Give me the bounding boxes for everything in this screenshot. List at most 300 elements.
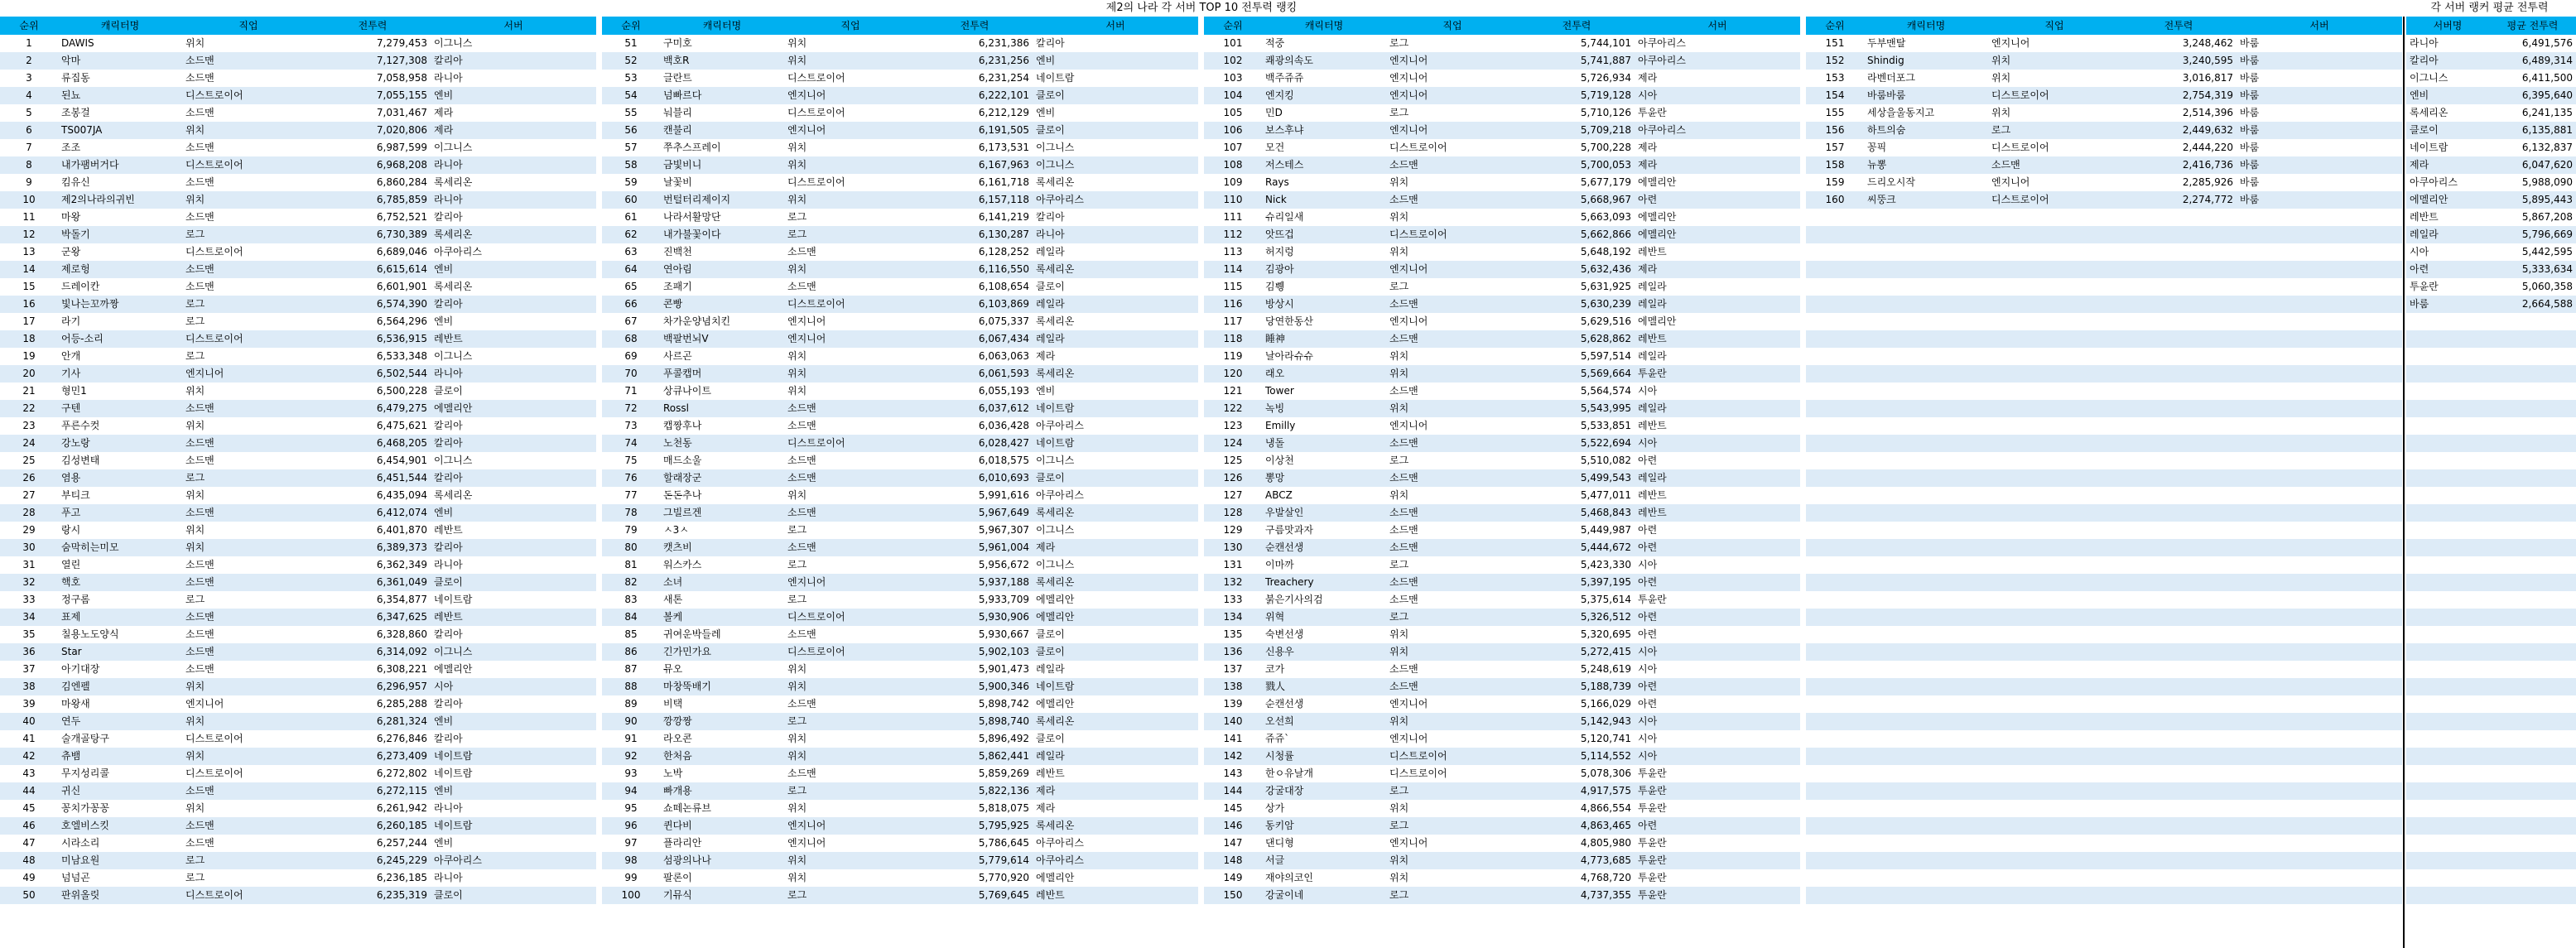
- cell-server: [2237, 591, 2402, 609]
- cell-server: [2237, 226, 2402, 243]
- cell-avg: [2489, 417, 2576, 435]
- cell-name: 캔불리: [660, 122, 784, 139]
- cell-job: 위치: [182, 713, 315, 730]
- table-row: [2406, 400, 2576, 417]
- table-row: [2406, 122, 2576, 139]
- cell-power: 5,423,330: [1519, 556, 1635, 574]
- cell-server: 아련: [1635, 574, 1800, 591]
- table-row: [602, 713, 1198, 730]
- cell-power: 5,967,649: [917, 504, 1033, 522]
- cell-server: 시아: [1635, 435, 1800, 452]
- cell-job: 위치: [182, 417, 315, 435]
- cell-job: [1988, 869, 2121, 887]
- cell-server: [2237, 522, 2402, 539]
- cell-job: 위치: [784, 661, 917, 678]
- cell-power: 5,166,029: [1519, 695, 1635, 713]
- cell-name: 글란트: [660, 70, 784, 87]
- cell-power: 5,631,925: [1519, 278, 1635, 296]
- table-row: [0, 591, 596, 609]
- table-row: [0, 765, 596, 782]
- header-row: [2406, 17, 2576, 35]
- cell-job: 로그: [1386, 278, 1519, 296]
- cell-name: 당연한동산: [1262, 313, 1386, 330]
- header-rank: 순위: [1806, 17, 1864, 35]
- cell-power: 6,222,101: [917, 87, 1033, 104]
- cell-job: 디스트로이어: [182, 330, 315, 348]
- table-row: [0, 678, 596, 695]
- table-row: [0, 800, 596, 817]
- cell-job: [1988, 400, 2121, 417]
- cell-power: 7,127,308: [315, 52, 431, 70]
- cell-job: 소드맨: [182, 504, 315, 522]
- table-row: [1806, 313, 2402, 330]
- cell-name: 뉴뽕: [1864, 156, 1988, 174]
- table-row: [602, 191, 1198, 209]
- cell-name: 진백천: [660, 243, 784, 261]
- cell-job: 디스트로이어: [182, 730, 315, 748]
- cell-job: 소드맨: [1386, 591, 1519, 609]
- cell-name: 시라소리: [58, 835, 182, 852]
- table-row: [602, 504, 1198, 522]
- cell-avg: [2489, 574, 2576, 591]
- cell-power: 5,862,441: [917, 748, 1033, 765]
- cell-server: 라니아: [431, 365, 596, 383]
- cell-job: [1988, 296, 2121, 313]
- cell-rank: 147: [1204, 835, 1262, 852]
- cell-name: 판위올릿: [58, 887, 182, 904]
- cell-job: 위치: [784, 139, 917, 156]
- cell-server: 네이트람: [431, 748, 596, 765]
- cell-power: [2121, 730, 2237, 748]
- table-row: [2406, 52, 2576, 70]
- header-power: 전투력: [917, 17, 1033, 35]
- cell-server: [2237, 400, 2402, 417]
- cell-power: [2121, 261, 2237, 278]
- cell-server: [2406, 591, 2489, 609]
- cell-server: 엔비: [1033, 104, 1198, 122]
- cell-server: 칼리아: [431, 539, 596, 556]
- cell-power: 3,016,817: [2121, 70, 2237, 87]
- cell-server: 아쿠아리스: [431, 243, 596, 261]
- table-row: [1204, 817, 1800, 835]
- cell-avg: [2489, 330, 2576, 348]
- cell-avg: 5,442,595: [2489, 243, 2576, 261]
- table-row: [2406, 782, 2576, 800]
- cell-power: 6,468,205: [315, 435, 431, 452]
- table-row: [1204, 869, 1800, 887]
- cell-power: 6,347,625: [315, 609, 431, 626]
- cell-name: 악마: [58, 52, 182, 70]
- table-row: [0, 835, 596, 852]
- cell-rank: 56: [602, 122, 660, 139]
- cell-rank: [1806, 713, 1864, 730]
- cell-server: [2237, 504, 2402, 522]
- cell-server: [2237, 800, 2402, 817]
- cell-server: 칼리아: [431, 435, 596, 452]
- cell-rank: 12: [0, 226, 58, 243]
- cell-name: 귀신: [58, 782, 182, 800]
- cell-power: 5,632,436: [1519, 261, 1635, 278]
- cell-name: 노천동: [660, 435, 784, 452]
- table-row: [1204, 70, 1800, 87]
- cell-rank: 88: [602, 678, 660, 695]
- cell-job: [1988, 748, 2121, 765]
- cell-server: 네이트람: [431, 765, 596, 782]
- cell-server: 록세리온: [2406, 104, 2489, 122]
- cell-server: [2237, 556, 2402, 574]
- cell-job: 엔지니어: [1386, 70, 1519, 87]
- table-row: [0, 209, 596, 226]
- cell-name: 앗뜨겁: [1262, 226, 1386, 243]
- cell-rank: 83: [602, 591, 660, 609]
- cell-rank: [1806, 209, 1864, 226]
- cell-power: [2121, 417, 2237, 435]
- cell-power: 5,779,614: [917, 852, 1033, 869]
- table-row: [1806, 174, 2402, 191]
- cell-rank: 16: [0, 296, 58, 313]
- cell-name: 한ㅇ유날개: [1262, 765, 1386, 782]
- cell-rank: 64: [602, 261, 660, 278]
- cell-job: 로그: [1386, 782, 1519, 800]
- table-row: [2406, 174, 2576, 191]
- cell-rank: 105: [1204, 104, 1262, 122]
- cell-rank: 54: [602, 87, 660, 104]
- cell-rank: 142: [1204, 748, 1262, 765]
- table-row: [1806, 661, 2402, 678]
- table-row: [1806, 835, 2402, 852]
- cell-job: 소드맨: [182, 139, 315, 156]
- cell-server: [2406, 661, 2489, 678]
- table-row: [2406, 417, 2576, 435]
- cell-job: 소드맨: [1386, 435, 1519, 452]
- cell-power: 6,116,550: [917, 261, 1033, 278]
- cell-power: [2121, 313, 2237, 330]
- cell-job: 위치: [784, 800, 917, 817]
- table-row: [602, 887, 1198, 904]
- cell-job: 위치: [1386, 643, 1519, 661]
- cell-rank: 44: [0, 782, 58, 800]
- cell-server: [2237, 748, 2402, 765]
- cell-name: [1864, 574, 1988, 591]
- column-divider: [2403, 17, 2405, 948]
- cell-rank: 10: [0, 191, 58, 209]
- cell-name: 제로헝: [58, 261, 182, 278]
- cell-rank: 67: [602, 313, 660, 330]
- table-row: [0, 313, 596, 330]
- cell-rank: [1806, 869, 1864, 887]
- cell-power: 5,468,843: [1519, 504, 1635, 522]
- cell-name: 순캔선생: [1262, 695, 1386, 713]
- cell-name: 이상천: [1262, 452, 1386, 469]
- table-row: [1806, 574, 2402, 591]
- cell-job: 소드맨: [784, 626, 917, 643]
- cell-server: [2237, 643, 2402, 661]
- table-row: [0, 35, 596, 52]
- table-row: [1806, 209, 2402, 226]
- cell-name: 깡깡짱: [660, 713, 784, 730]
- cell-power: 5,663,093: [1519, 209, 1635, 226]
- cell-name: 저스테스: [1262, 156, 1386, 174]
- cell-rank: [1806, 417, 1864, 435]
- cell-avg: [2489, 504, 2576, 522]
- table-row: [0, 643, 596, 661]
- cell-name: 할래장군: [660, 469, 784, 487]
- cell-rank: [1806, 661, 1864, 678]
- cell-name: 세상을울동지고: [1864, 104, 1988, 122]
- cell-power: 6,231,254: [917, 70, 1033, 87]
- cell-job: 위치: [1386, 487, 1519, 504]
- cell-name: [1864, 556, 1988, 574]
- cell-power: 6,261,942: [315, 800, 431, 817]
- cell-server: 시아: [1635, 556, 1800, 574]
- cell-job: 엔지니어: [1386, 87, 1519, 104]
- table-row: [0, 695, 596, 713]
- cell-server: 클로이: [431, 574, 596, 591]
- cell-name: 김광아: [1262, 261, 1386, 278]
- cell-server: 클로이: [431, 887, 596, 904]
- cell-job: 소드맨: [784, 469, 917, 487]
- cell-server: 바룸: [2237, 52, 2402, 70]
- cell-server: [2406, 695, 2489, 713]
- table-row: [1204, 296, 1800, 313]
- table-row: [2406, 835, 2576, 852]
- cell-server: [2406, 556, 2489, 574]
- cell-rank: [1806, 887, 1864, 904]
- table-row: [1806, 35, 2402, 52]
- cell-server: 레반트: [431, 522, 596, 539]
- table-row: [602, 435, 1198, 452]
- cell-job: 소드맨: [182, 835, 315, 852]
- cell-name: [1864, 817, 1988, 835]
- table-row: [2406, 278, 2576, 296]
- cell-server: 록세리온: [1033, 817, 1198, 835]
- cell-name: 보스후냐: [1262, 122, 1386, 139]
- cell-name: 내가팸버거다: [58, 156, 182, 174]
- cell-name: 군왕: [58, 243, 182, 261]
- table-row: [602, 591, 1198, 609]
- cell-job: [1988, 730, 2121, 748]
- cell-name: 표제: [58, 609, 182, 626]
- cell-job: 디스트로이어: [1386, 226, 1519, 243]
- cell-server: [2406, 730, 2489, 748]
- cell-job: 엔지니어: [1386, 52, 1519, 70]
- cell-job: 위치: [1386, 243, 1519, 261]
- table-row: [602, 417, 1198, 435]
- cell-job: 엔지니어: [1386, 730, 1519, 748]
- cell-job: [1988, 713, 2121, 730]
- cell-rank: 139: [1204, 695, 1262, 713]
- cell-server: 네이트람: [1033, 435, 1198, 452]
- cell-server: 라니아: [431, 869, 596, 887]
- cell-rank: 9: [0, 174, 58, 191]
- table-row: [602, 574, 1198, 591]
- table-row: [602, 522, 1198, 539]
- cell-job: [1988, 678, 2121, 695]
- cell-power: 6,018,575: [917, 452, 1033, 469]
- cell-power: [2121, 765, 2237, 782]
- cell-power: 5,961,004: [917, 539, 1033, 556]
- cell-power: 5,902,103: [917, 643, 1033, 661]
- cell-rank: 137: [1204, 661, 1262, 678]
- cell-server: [2406, 522, 2489, 539]
- cell-server: 클로이: [1033, 730, 1198, 748]
- cell-power: 6,314,092: [315, 643, 431, 661]
- cell-rank: [1806, 835, 1864, 852]
- cell-server: 투윤란: [1635, 765, 1800, 782]
- cell-rank: [1806, 435, 1864, 452]
- cell-server: [2406, 765, 2489, 782]
- table-row: [0, 156, 596, 174]
- cell-job: 디스트로이어: [1988, 87, 2121, 104]
- cell-power: 6,128,252: [917, 243, 1033, 261]
- cell-rank: 123: [1204, 417, 1262, 435]
- cell-job: 로그: [182, 348, 315, 365]
- cell-server: 아쿠아리스: [1635, 122, 1800, 139]
- table-row: [1806, 156, 2402, 174]
- cell-name: 부티크: [58, 487, 182, 504]
- cell-rank: [1806, 765, 1864, 782]
- table-row: [2406, 678, 2576, 695]
- cell-server: [2406, 574, 2489, 591]
- cell-power: 2,274,772: [2121, 191, 2237, 209]
- cell-rank: 11: [0, 209, 58, 226]
- cell-server: 투윤란: [1635, 782, 1800, 800]
- cell-power: [2121, 591, 2237, 609]
- cell-server: 라니아: [1033, 226, 1198, 243]
- cell-name: 이마까: [1262, 556, 1386, 574]
- cell-job: 소드맨: [784, 452, 917, 469]
- cell-power: 6,231,256: [917, 52, 1033, 70]
- cell-rank: 49: [0, 869, 58, 887]
- cell-avg: [2489, 609, 2576, 626]
- cell-avg: [2489, 365, 2576, 383]
- cell-name: 조봉걸: [58, 104, 182, 122]
- cell-name: Star: [58, 643, 182, 661]
- cell-server: [2237, 261, 2402, 278]
- table-row: [2406, 296, 2576, 313]
- cell-name: 금빛비니: [660, 156, 784, 174]
- cell-rank: 24: [0, 435, 58, 452]
- cell-rank: [1806, 626, 1864, 643]
- cell-name: 콘빵: [660, 296, 784, 313]
- cell-name: [1864, 626, 1988, 643]
- cell-server: 칼리아: [1033, 35, 1198, 52]
- cell-rank: 46: [0, 817, 58, 835]
- cell-server: 시아: [1635, 87, 1800, 104]
- cell-rank: [1806, 574, 1864, 591]
- cell-server: [2406, 626, 2489, 643]
- cell-rank: 47: [0, 835, 58, 852]
- cell-job: 위치: [1386, 348, 1519, 365]
- cell-rank: 122: [1204, 400, 1262, 417]
- cell-job: 엔지니어: [784, 87, 917, 104]
- cell-rank: 157: [1806, 139, 1864, 156]
- cell-name: 푸고: [58, 504, 182, 522]
- cell-name: 드레이칸: [58, 278, 182, 296]
- cell-rank: 113: [1204, 243, 1262, 261]
- cell-avg: 5,867,208: [2489, 209, 2576, 226]
- cell-avg: 6,395,640: [2489, 87, 2576, 104]
- table-row: [602, 661, 1198, 678]
- table-row: [2406, 765, 2576, 782]
- cell-name: 강굴대장: [1262, 782, 1386, 800]
- cell-rank: 52: [602, 52, 660, 70]
- table-row: [2406, 313, 2576, 330]
- cell-job: [1988, 348, 2121, 365]
- cell-job: 소드맨: [182, 104, 315, 122]
- cell-server: 네이트람: [1033, 678, 1198, 695]
- header-power: 전투력: [315, 17, 431, 35]
- table-row: [2406, 626, 2576, 643]
- cell-power: 2,285,926: [2121, 174, 2237, 191]
- cell-rank: [1806, 383, 1864, 400]
- table-row: [1806, 383, 2402, 400]
- cell-rank: [1806, 852, 1864, 869]
- table-row: [0, 661, 596, 678]
- cell-server: [2237, 330, 2402, 348]
- table-row: [1806, 678, 2402, 695]
- cell-job: 디스트로이어: [784, 643, 917, 661]
- cell-server: 이그니스: [431, 348, 596, 365]
- cell-job: 위치: [1988, 52, 2121, 70]
- cell-job: [1988, 330, 2121, 348]
- cell-server: 아련: [1635, 626, 1800, 643]
- cell-power: 5,710,126: [1519, 104, 1635, 122]
- table-row: [602, 852, 1198, 869]
- cell-rank: 53: [602, 70, 660, 87]
- cell-power: 5,397,195: [1519, 574, 1635, 591]
- cell-name: 나라서활망단: [660, 209, 784, 226]
- cell-rank: [1806, 400, 1864, 417]
- cell-job: 위치: [1386, 713, 1519, 730]
- cell-rank: 41: [0, 730, 58, 748]
- cell-server: 아쿠아리스: [1635, 52, 1800, 70]
- cell-power: [2121, 243, 2237, 261]
- cell-job: 위치: [784, 852, 917, 869]
- cell-power: [2121, 817, 2237, 835]
- cell-name: 연아림: [660, 261, 784, 278]
- cell-job: 엔지니어: [784, 817, 917, 835]
- cell-rank: 26: [0, 469, 58, 487]
- cell-name: [1864, 243, 1988, 261]
- cell-name: 구미호: [660, 35, 784, 52]
- cell-name: 강굴이네: [1262, 887, 1386, 904]
- table-row: [1806, 643, 2402, 661]
- table-row: [602, 87, 1198, 104]
- cell-server: 이그니스: [431, 452, 596, 469]
- cell-job: 소드맨: [784, 504, 917, 522]
- header-name: 캐릭터명: [1262, 17, 1386, 35]
- cell-power: 6,479,275: [315, 400, 431, 417]
- table-row: [2406, 609, 2576, 626]
- cell-rank: 112: [1204, 226, 1262, 243]
- cell-job: [1988, 695, 2121, 713]
- table-row: [602, 817, 1198, 835]
- cell-server: 제라: [1033, 800, 1198, 817]
- cell-name: 마왕새: [58, 695, 182, 713]
- cell-server: [2237, 626, 2402, 643]
- cell-rank: 85: [602, 626, 660, 643]
- cell-power: 5,248,619: [1519, 661, 1635, 678]
- cell-job: [1988, 800, 2121, 817]
- cell-name: [1864, 730, 1988, 748]
- cell-job: [1988, 243, 2121, 261]
- table-row: [0, 852, 596, 869]
- table-row: [1204, 209, 1800, 226]
- cell-rank: 95: [602, 800, 660, 817]
- cell-rank: 25: [0, 452, 58, 469]
- table-row: [1204, 400, 1800, 417]
